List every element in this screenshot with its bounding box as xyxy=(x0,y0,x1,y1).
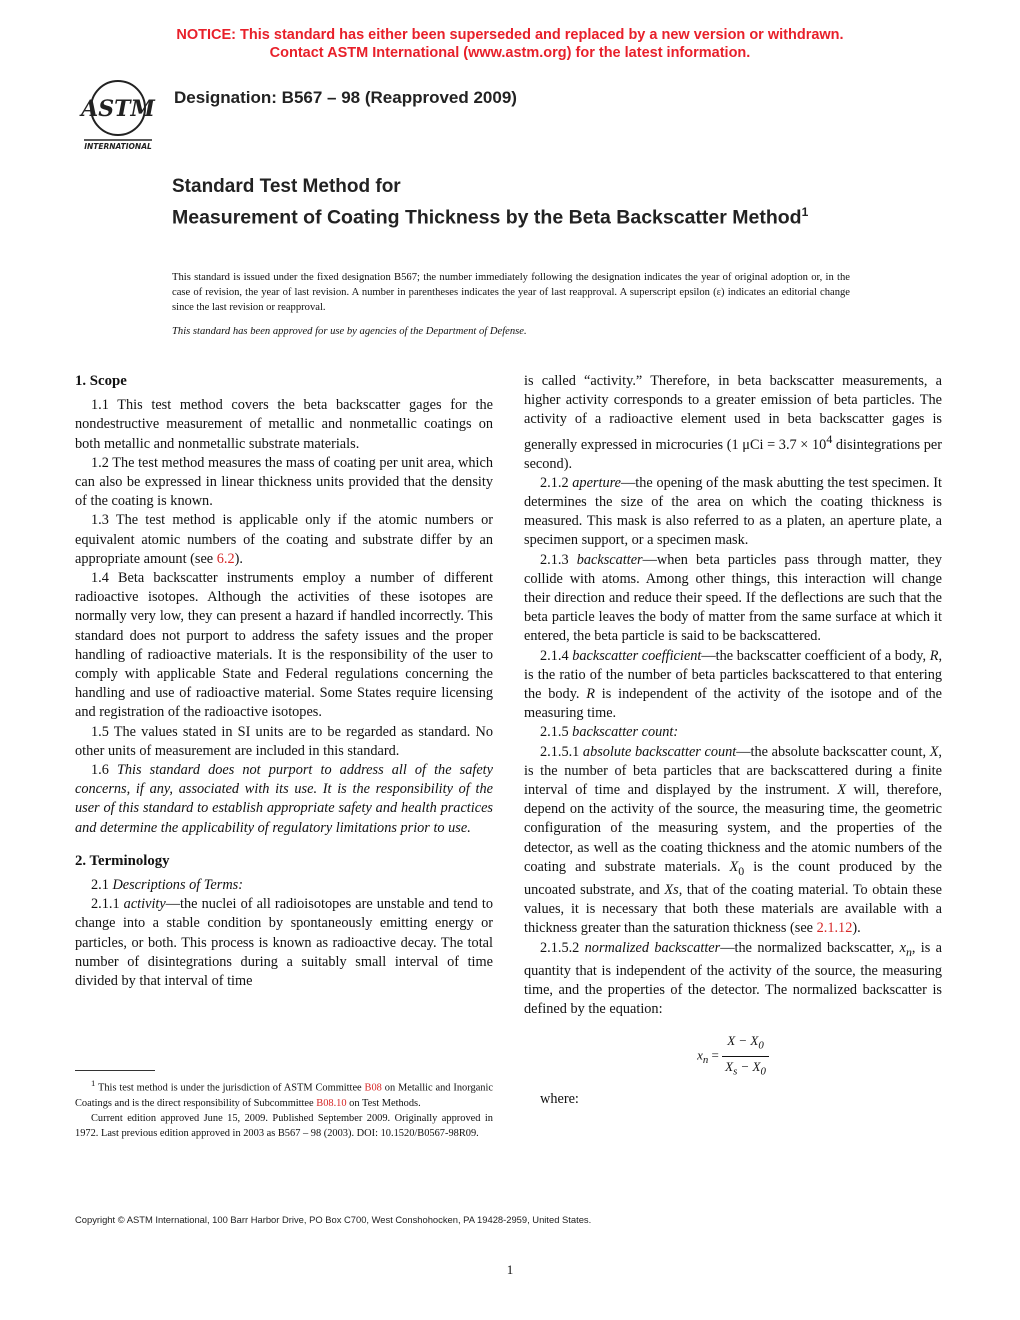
astm-logo-icon xyxy=(76,78,160,152)
equation-denominator xyxy=(722,1057,769,1082)
para-1-1: 1.1 This test method covers the beta backscatter gages for the nondestructive measurement of metallic and nonmetallic coatings on both metallic and nonmetallic substrate materials. xyxy=(75,397,493,452)
term-normalized-backscatter: normalized backscatter xyxy=(584,939,721,956)
para-2-1-num: 2.1 xyxy=(91,877,113,894)
exponent: 4 xyxy=(826,431,833,446)
para-2-1 xyxy=(75,876,493,895)
term-backscatter-count: backscatter count: xyxy=(572,724,679,741)
para-2-1-1-num: 2.1.1 xyxy=(91,896,124,913)
para-2-1-5-1-text-c: will, therefore, depend on the activity of the source, the measuring time, the geometric configuration of the measuring system, and the properties of the detector, as well as the coating thickness and the atomic numbers of the coating and substrate materials. xyxy=(524,782,942,875)
equation-equals: = xyxy=(708,1047,723,1063)
para-2-1-3-num: 2.1.3 xyxy=(540,551,577,568)
para-2-1-1-cont-b: disintegrations per second). xyxy=(524,436,942,472)
para-2-1-5-2-text-a: —the normalized backscatter, xyxy=(720,939,900,956)
para-2-1-4-text-c: is independent of the activity of the isotope and of the measuring time. xyxy=(524,686,942,722)
left-column xyxy=(75,372,493,991)
section-6-2-link[interactable]: 6.2 xyxy=(216,550,235,567)
copyright: Copyright © ASTM International, 100 Barr Harbor Drive, PO Box C700, West Conshohocken, PA 19428-2959, United States. xyxy=(75,1214,592,1225)
para-2-1-text: Descriptions of Terms: xyxy=(112,877,243,894)
term-backscatter-coefficient: backscatter coefficient xyxy=(572,647,702,664)
para-1-6-text: This standard does not purport to address all of the safety concerns, if any, associated with its use. It is the responsibility of the user of this standard to establish appropriate safety and health practices and determine the applicability of regulatory limitations prior to use. xyxy=(75,762,493,836)
symbol-x0: X xyxy=(729,858,739,875)
footnote-1-text-b: on Metallic and Inorganic Coatings and is the direct responsibility of Subcommittee xyxy=(75,1082,494,1109)
symbol-r-2: R xyxy=(586,686,596,703)
para-1-3 xyxy=(75,511,493,569)
para-2-1-3-text: —when beta particles pass through matter, they collide with atoms. Among other things, this interaction will change their direction and reduce their speed. If the deflections are such that the beta particle leaves the body of matter from the same surface at which it entered, the beta particle is said to be backscattered. xyxy=(524,551,942,645)
dod-approval-note: This standard has been approved for use by agencies of the Department of Defense. xyxy=(172,326,527,337)
para-2-1-5-2-num: 2.1.5.2 xyxy=(540,939,585,956)
footnote-1-text-a: This test method is under the jurisdiction of ASTM Committee xyxy=(95,1082,365,1094)
para-2-1-5-2-text-b: , is a quantity that is independent of the activity of the source, the measuring time, and the properties of the detector. The normalized backscatter is defined by the equation: xyxy=(524,939,943,1017)
committee-b08-link[interactable]: B08 xyxy=(364,1082,382,1094)
para-2-1-1-cont-a: is called “activity.” Therefore, in beta backscatter measurements, a higher activity corresponds to a greater emission of beta particles. The activity of a radioactive element used in beta backscatter gages is generally expressed in microcuries (1 μCi = 3.7 × 10 xyxy=(524,373,942,453)
para-1-4: 1.4 Beta backscatter instruments employ a number of different radioactive isotopes. Although the activities of these isotopes are normally very low, they can present a hazard if handled incorrectly. This standard does not purport to address the safety issues and the proper handling of radioactive materials. It is the responsibility of the user to comply with applicable State and Federal regulations concerning the handling and use of radioactive material. Some States require licensing and registration of the radioactive isotopes. xyxy=(75,570,493,721)
term-backscatter: backscatter xyxy=(576,551,643,568)
para-1-5: 1.5 The values stated in SI units are to be regarded as standard. No other units of measurement are included in this standard. xyxy=(75,723,493,759)
section-2-1-12-link[interactable]: 2.1.12 xyxy=(816,920,853,937)
para-2-1-1-text: —the nuclei of all radioisotopes are unstable and tend to change into a stable condition by spontaneously emitting energy or particles, or both. This process is known as radioactive decay. The total number of disintegrations during a suitably small interval of time divided by that interval of time xyxy=(75,896,493,990)
para-2-1-5-1 xyxy=(524,743,942,939)
para-2-1-4-text-a: —the backscatter coefficient of a body, xyxy=(701,647,930,664)
para-2-1-1 xyxy=(75,895,493,991)
symbol-xs: Xs xyxy=(664,881,679,898)
para-2-1-5-2 xyxy=(524,939,942,1020)
title-line-1: Standard Test Method for xyxy=(172,176,401,197)
para-2-1-3 xyxy=(524,551,942,647)
equation-denominator-a: X xyxy=(725,1058,734,1074)
equation-denominator-b: − X xyxy=(737,1058,761,1074)
term-activity: activity xyxy=(123,896,166,913)
footnotes xyxy=(75,1076,493,1142)
preamble: This standard is issued under the fixed designation B567; the number immediately following the designation indicates the year of original adoption or, in the case of revision, the year of last revision. A number in parentheses indicates the year of last reapproval. A superscript epsilon (ε) indicates an editorial change since the last revision or reapproval. xyxy=(172,272,850,313)
logo-subtext: INTERNATIONAL xyxy=(84,142,152,151)
title-line-2 xyxy=(172,200,872,231)
equation-denominator-b-sub: 0 xyxy=(760,1065,766,1078)
para-2-1-5 xyxy=(524,723,942,742)
title-main: Measurement of Coating Thickness by the Beta Backscatter Method xyxy=(172,206,802,229)
equation-numerator-sub: 0 xyxy=(758,1039,764,1052)
para-2-1-5-1-num: 2.1.5.1 xyxy=(540,743,583,760)
para-2-1-2 xyxy=(524,474,942,551)
para-2-1-5-1-text-d: is the count produced by the uncoated substrate, and xyxy=(524,858,942,898)
symbol-r: R xyxy=(929,647,939,664)
para-2-1-4 xyxy=(524,647,942,724)
para-2-1-2-text: —the opening of the mask abutting the test specimen. It determines the size of the area on which the coating thickness is measured. This mask is also referred to as a platen, an aperture plate, a specimen support, or a specimen mask. xyxy=(524,474,942,549)
right-column xyxy=(524,372,942,1109)
footnote-1 xyxy=(75,1076,493,1111)
logo-text: ASTM xyxy=(81,96,155,122)
para-2-1-2-num: 2.1.2 xyxy=(540,474,573,491)
footnote-1-text-c: on Test Methods. xyxy=(346,1097,421,1109)
page-number: 1 xyxy=(506,1262,514,1277)
scope-heading: 1. Scope xyxy=(75,373,127,389)
term-absolute-backscatter-count: absolute backscatter count xyxy=(582,743,737,760)
designation: Designation: B567 – 98 (Reapproved 2009) xyxy=(174,88,517,107)
equation-fraction xyxy=(722,1031,769,1082)
normalized-backscatter-equation xyxy=(524,1031,942,1082)
para-2-1-4-text-b: , is the ratio of the number of beta particles backscattered to that entering the body. xyxy=(524,647,943,703)
title-footnote-mark: 1 xyxy=(801,205,809,219)
symbol-xn: x xyxy=(899,939,906,956)
notice-line-2: Contact ASTM International (www.astm.org) for the latest information. xyxy=(269,45,751,61)
para-1-6-num: 1.6 xyxy=(91,762,117,779)
footnote-2: Current edition approved June 15, 2009. Published September 2009. Originally approved in 1972. Last previous edition approved in 2003 as B567 – 98 (2003). DOI: 10.1520/B0567-98R09. xyxy=(75,1113,493,1140)
symbol-x-2: X xyxy=(837,782,846,799)
para-2-1-5-1-text-b: , is the number of beta particles that are backscattered during a finite interval of time and displayed by the instrument. xyxy=(524,743,942,799)
para-2-1-5-1-text-e: , that of the coating material. To obtain these values, it is necessary that both these materials are available with a thickness greater than the saturation thickness (see xyxy=(524,881,942,937)
equation-lhs-sub: n xyxy=(702,1054,709,1067)
equation-numerator-text: X − X xyxy=(727,1033,759,1049)
footnote-divider xyxy=(75,1070,155,1071)
para-2-1-5-1-text-f: ). xyxy=(852,920,861,937)
para-1-6 xyxy=(75,761,493,838)
symbol-x: X xyxy=(929,743,939,760)
para-1-3-text-a: 1.3 The test method is applicable only if the atomic numbers or equivalent atomic numbers of the coating and substrate differ by an appropriate amount (see xyxy=(75,512,493,567)
footnote-1-mark: 1 xyxy=(91,1078,96,1088)
subcommittee-b08-10-link[interactable]: B08.10 xyxy=(316,1097,347,1109)
term-aperture: aperture xyxy=(572,474,621,491)
para-1-2: 1.2 The test method measures the mass of coating per unit area, which can also be expressed in linear thickness units provided that the density of the coating is known. xyxy=(75,454,493,510)
notice-line-1: NOTICE: This standard has either been superseded and replaced by a new version or withdrawn. xyxy=(176,27,844,43)
symbol-x0-sub: 0 xyxy=(738,863,745,878)
terminology-heading: 2. Terminology xyxy=(75,852,170,869)
para-2-1-4-num: 2.1.4 xyxy=(540,647,573,664)
para-2-1-1-continued xyxy=(524,372,942,474)
equation-numerator xyxy=(722,1031,769,1057)
symbol-xn-sub: n xyxy=(905,944,912,959)
para-1-3-text-b: ). xyxy=(234,550,243,567)
para-2-1-5-num: 2.1.5 xyxy=(540,724,573,741)
para-2-1-5-1-text-a: —the absolute backscatter count, xyxy=(736,743,930,760)
equation-lhs: x xyxy=(697,1047,703,1063)
where-label: where: xyxy=(540,1090,579,1107)
equation-denominator-a-sub: s xyxy=(733,1065,738,1078)
withdrawal-notice xyxy=(0,26,1020,62)
